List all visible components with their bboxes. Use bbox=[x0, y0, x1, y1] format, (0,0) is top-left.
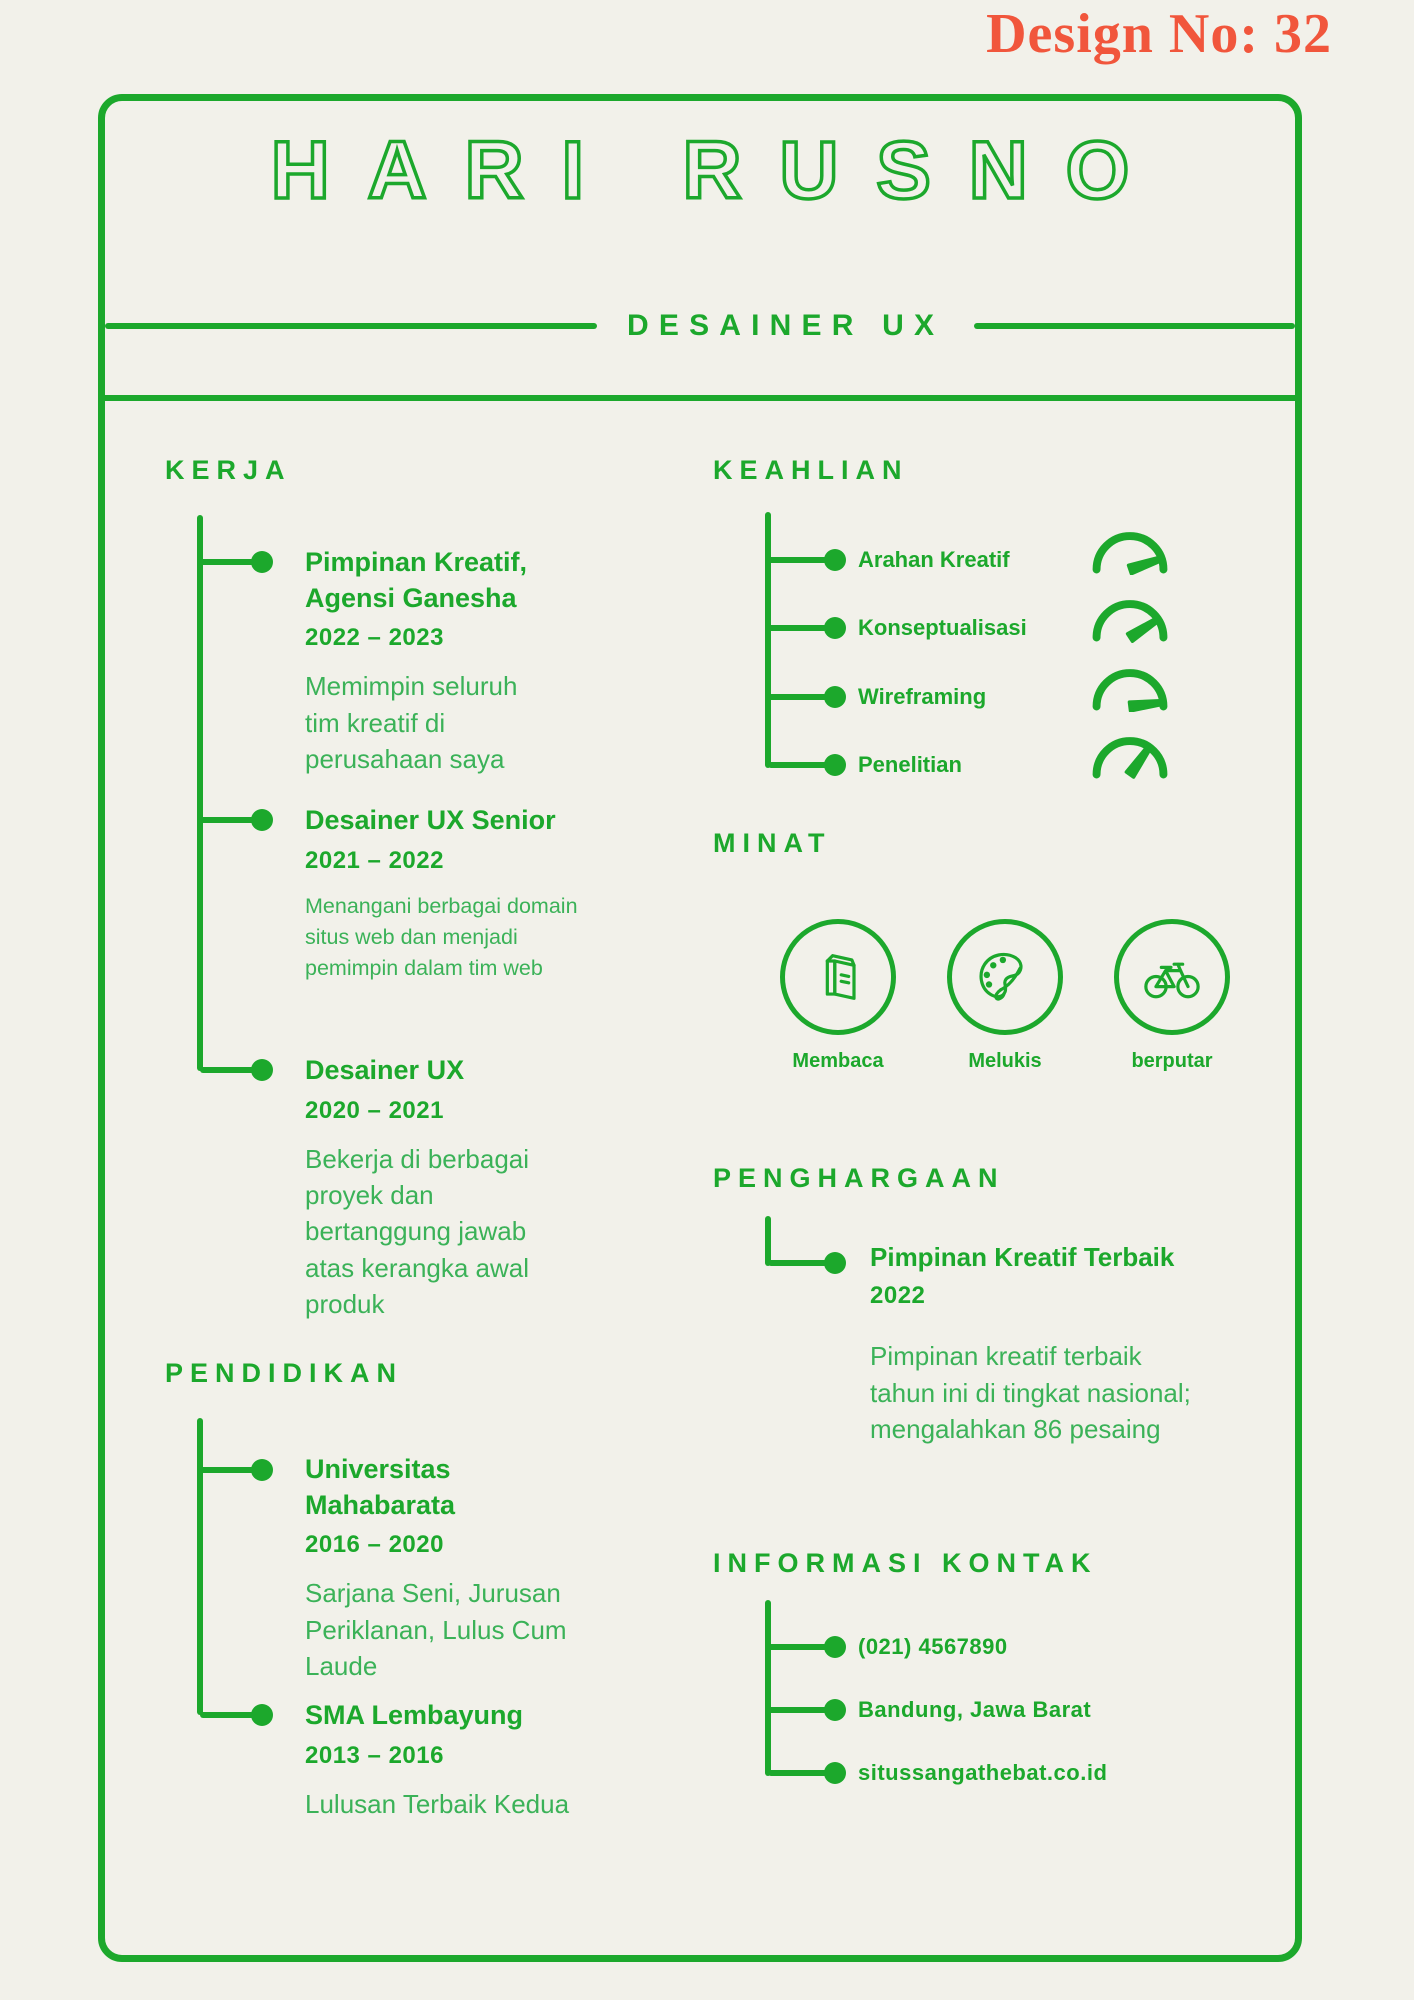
page-border-frame bbox=[98, 94, 1302, 1962]
contact-bullet-dot bbox=[824, 1762, 846, 1784]
design-number-label: Design No: 32 bbox=[986, 3, 1332, 65]
award-entry-period: 2022 bbox=[870, 1282, 926, 1310]
work-bullet-dot bbox=[251, 1059, 273, 1081]
work-entry bbox=[305, 545, 577, 777]
award-entry-title: Pimpinan Kreatif Terbaik bbox=[870, 1242, 1175, 1272]
work-entry-period: 2021 – 2022 bbox=[305, 846, 444, 874]
gauge-icon bbox=[1086, 725, 1174, 780]
awards-timeline-rail bbox=[765, 1216, 771, 1266]
contact-phone: (021) 4567890 bbox=[858, 1634, 1008, 1659]
section-heading-contact: INFORMASI KONTAK bbox=[713, 1548, 1098, 1578]
section-heading-skills: KEAHLIAN bbox=[713, 455, 909, 485]
interest-label: Melukis bbox=[968, 1050, 1042, 1072]
section-heading-education: PENDIDIKAN bbox=[165, 1358, 404, 1388]
book-icon bbox=[806, 945, 870, 1009]
education-entry-title: Universitas Mahabarata bbox=[305, 1454, 456, 1520]
education-entry-title: SMA Lembayung bbox=[305, 1700, 524, 1730]
interest-circle-membaca bbox=[780, 919, 896, 1035]
award-entry bbox=[870, 1240, 1210, 1447]
role-title: DESAINER UX bbox=[627, 309, 945, 342]
education-entry-period: 2016 – 2020 bbox=[305, 1531, 444, 1559]
education-timeline-rail bbox=[197, 1418, 203, 1715]
work-entry-description: Bekerja di berbagai proyek dan bertanggung jawab atas kerangka awal produk bbox=[305, 1143, 530, 1320]
role-row bbox=[105, 308, 1295, 344]
section-heading-interests: MINAT bbox=[713, 828, 832, 858]
gauge-icon bbox=[1086, 588, 1174, 643]
skill-label: Penelitian bbox=[858, 752, 962, 777]
bicycle-icon bbox=[1140, 945, 1204, 1009]
education-entry-description: Sarjana Seni, Jurusan Periklanan, Lulus Cum Laude bbox=[305, 1578, 567, 1682]
work-entry bbox=[305, 1053, 585, 1323]
work-entry-description: Memimpin seluruh tim kreatif di perusahaan saya bbox=[305, 671, 518, 775]
education-entry bbox=[305, 1698, 595, 1822]
interest-label: Membaca bbox=[792, 1050, 884, 1072]
education-bullet-dot bbox=[251, 1459, 273, 1481]
work-bullet-dot bbox=[251, 551, 273, 573]
skill-label: Konseptualisasi bbox=[858, 615, 1027, 640]
awards-bullet-dot bbox=[824, 1252, 846, 1274]
role-rule-right bbox=[974, 323, 1295, 329]
header-divider bbox=[105, 395, 1295, 401]
work-entry bbox=[305, 803, 585, 984]
education-entry-description: Lulusan Terbaik Kedua bbox=[305, 1788, 570, 1819]
work-bullet-dot bbox=[251, 809, 273, 831]
person-name: HARI RUSNO bbox=[270, 125, 1168, 216]
interest-circle-berputar bbox=[1114, 919, 1230, 1035]
section-heading-work: KERJA bbox=[165, 455, 292, 485]
education-entry-period: 2013 – 2016 bbox=[305, 1741, 444, 1769]
award-entry-description: Pimpinan kreatif terbaik tahun ini di tingkat nasional; mengalahkan 86 pesaing bbox=[870, 1341, 1191, 1445]
work-entry-description: Menangani berbagai domain situs web dan menjadi pemimpin dalam tim web bbox=[305, 893, 578, 980]
skills-bullet-dot bbox=[824, 617, 846, 639]
skill-label: Wireframing bbox=[858, 684, 987, 709]
education-entry bbox=[305, 1452, 585, 1684]
gauge-icon bbox=[1086, 657, 1174, 712]
work-entry-title: Desainer UX bbox=[305, 1055, 465, 1085]
work-entry-period: 2020 – 2021 bbox=[305, 1096, 444, 1124]
work-entry-title: Pimpinan Kreatif, Agensi Ganesha bbox=[305, 547, 528, 613]
interest-label: berputar bbox=[1131, 1050, 1213, 1072]
skills-bullet-dot bbox=[824, 549, 846, 571]
gauge-icon bbox=[1086, 520, 1174, 575]
work-entry-title: Desainer UX Senior bbox=[305, 805, 556, 835]
contact-bullet-dot bbox=[824, 1699, 846, 1721]
skills-bullet-dot bbox=[824, 686, 846, 708]
contact-timeline-rail bbox=[765, 1600, 771, 1776]
contact-bullet-dot bbox=[824, 1636, 846, 1658]
contact-website: situssangathebat.co.id bbox=[858, 1760, 1108, 1785]
role-rule-left bbox=[105, 323, 597, 329]
skills-bullet-dot bbox=[824, 754, 846, 776]
skills-timeline-rail bbox=[765, 512, 771, 768]
work-timeline-rail bbox=[197, 515, 203, 1071]
palette-icon bbox=[973, 945, 1037, 1009]
interest-circle-melukis bbox=[947, 919, 1063, 1035]
work-entry-period: 2022 – 2023 bbox=[305, 624, 444, 652]
section-heading-awards: PENGHARGAAN bbox=[713, 1163, 1005, 1193]
skill-label: Arahan Kreatif bbox=[858, 547, 1010, 572]
education-bullet-dot bbox=[251, 1704, 273, 1726]
contact-location: Bandung, Jawa Barat bbox=[858, 1697, 1092, 1722]
